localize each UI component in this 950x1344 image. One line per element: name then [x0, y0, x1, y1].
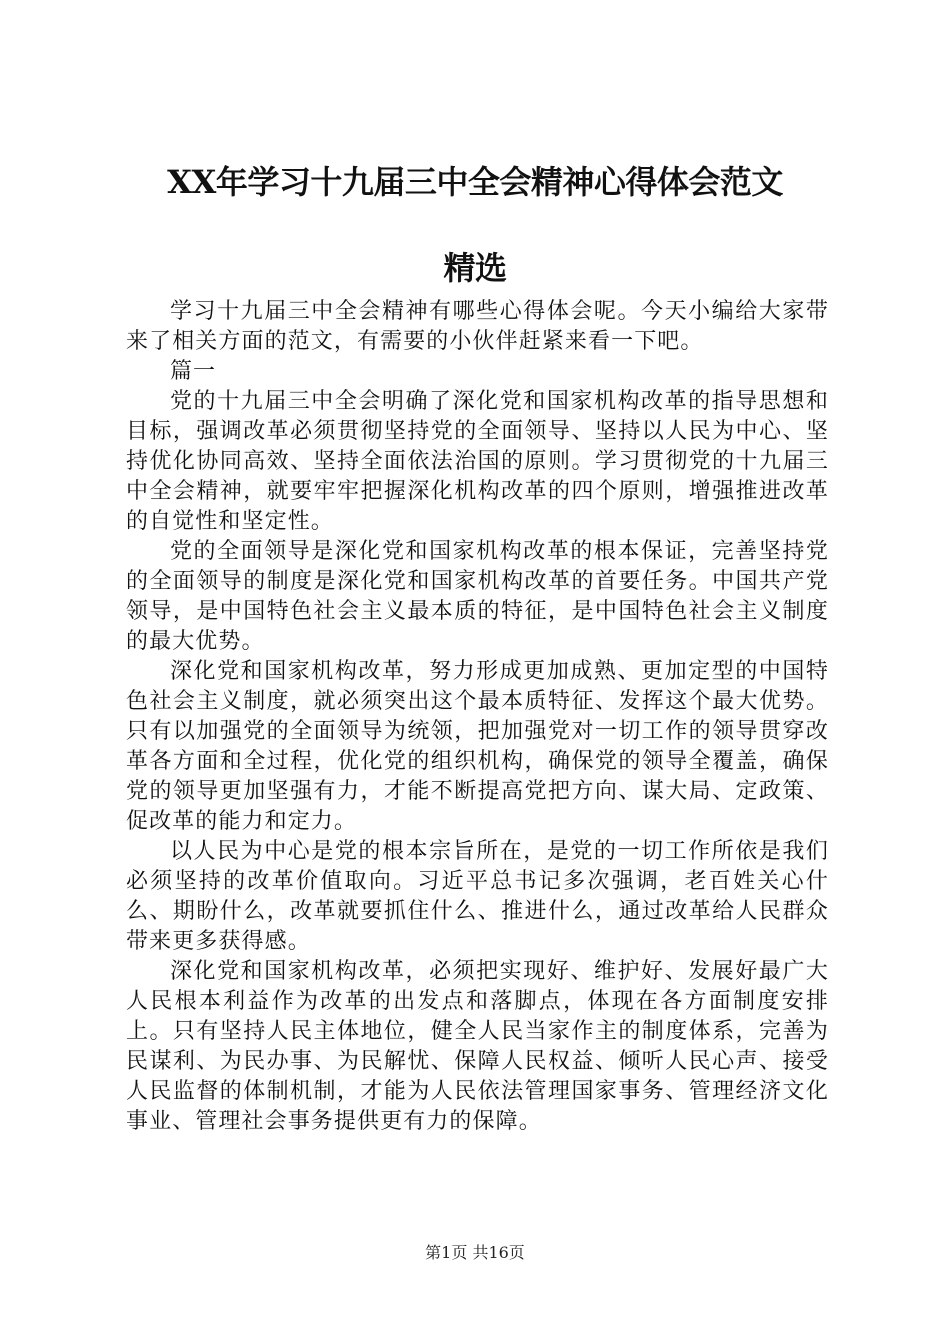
body-paragraph: 深化党和国家机构改革，必须把实现好、维护好、发展好最广大人民根本利益作为改革的出发点和落脚点，体现在各方面制度安排上。只有坚持人民主体地位，健全人民当家作主的制度体系，完善为民谋利、为民办事、为民解忧、保障人民权益、倾听人民心声、接受人民监督的体制机制，才能为人民依法管理国家事务、管理经济文化事业、管理社会事务提供更有力的保障。: [126, 959, 829, 1134]
body-paragraph: 以人民为中心是党的根本宗旨所在，是党的一切工作所依是我们必须坚持的改革价值取向。习近平总书记多次强调，老百姓关心什么、期盼什么，改革就要抓住什么、推进什么，通过改革给人民群众带来更多获得感。: [126, 839, 829, 954]
document-body: [126, 297, 829, 1137]
body-paragraph: 党的十九届三中全会明确了深化党和国家机构改革的指导思想和目标，强调改革必须贯彻坚持党的全面领导、坚持以人民为中心、坚持优化协同高效、坚持全面依法治国的原则。学习贯彻党的十九届三中全会精神，就要牢牢把握深化机构改革的四个原则，增强推进改革的自觉性和坚定性。: [126, 389, 829, 534]
body-paragraph: 深化党和国家机构改革，努力形成更加成熟、更加定型的中国特色社会主义制度，就必须突出这个最本质特征、发挥这个最大优势。只有以加强党的全面领导为统领，把加强党对一切工作的领导贯穿改革各方面和全过程，优化党的组织机构，确保党的领导全覆盖，确保党的领导更加坚强有力，才能不断提高党把方向、谋大局、定政策、促改革的能力和定力。: [126, 659, 829, 834]
body-paragraph: 党的全面领导是深化党和国家机构改革的根本保证，完善坚持党的全面领导的制度是深化党和国家机构改革的首要任务。中国共产党领导，是中国特色社会主义最本质的特征，是中国特色社会主义制度的最大优势。: [126, 539, 829, 654]
document-title-continued: 精选: [443, 249, 507, 287]
document-title: XX年学习十九届三中全会精神心得体会范文: [167, 163, 783, 201]
section-heading: 篇一: [170, 359, 217, 384]
page-number-footer: 第1页 共16页: [425, 1243, 525, 1262]
intro-paragraph: 学习十九届三中全会精神有哪些心得体会呢。今天小编给大家带来了相关方面的范文，有需要的小伙伴赶紧来看一下吧。: [126, 299, 829, 354]
